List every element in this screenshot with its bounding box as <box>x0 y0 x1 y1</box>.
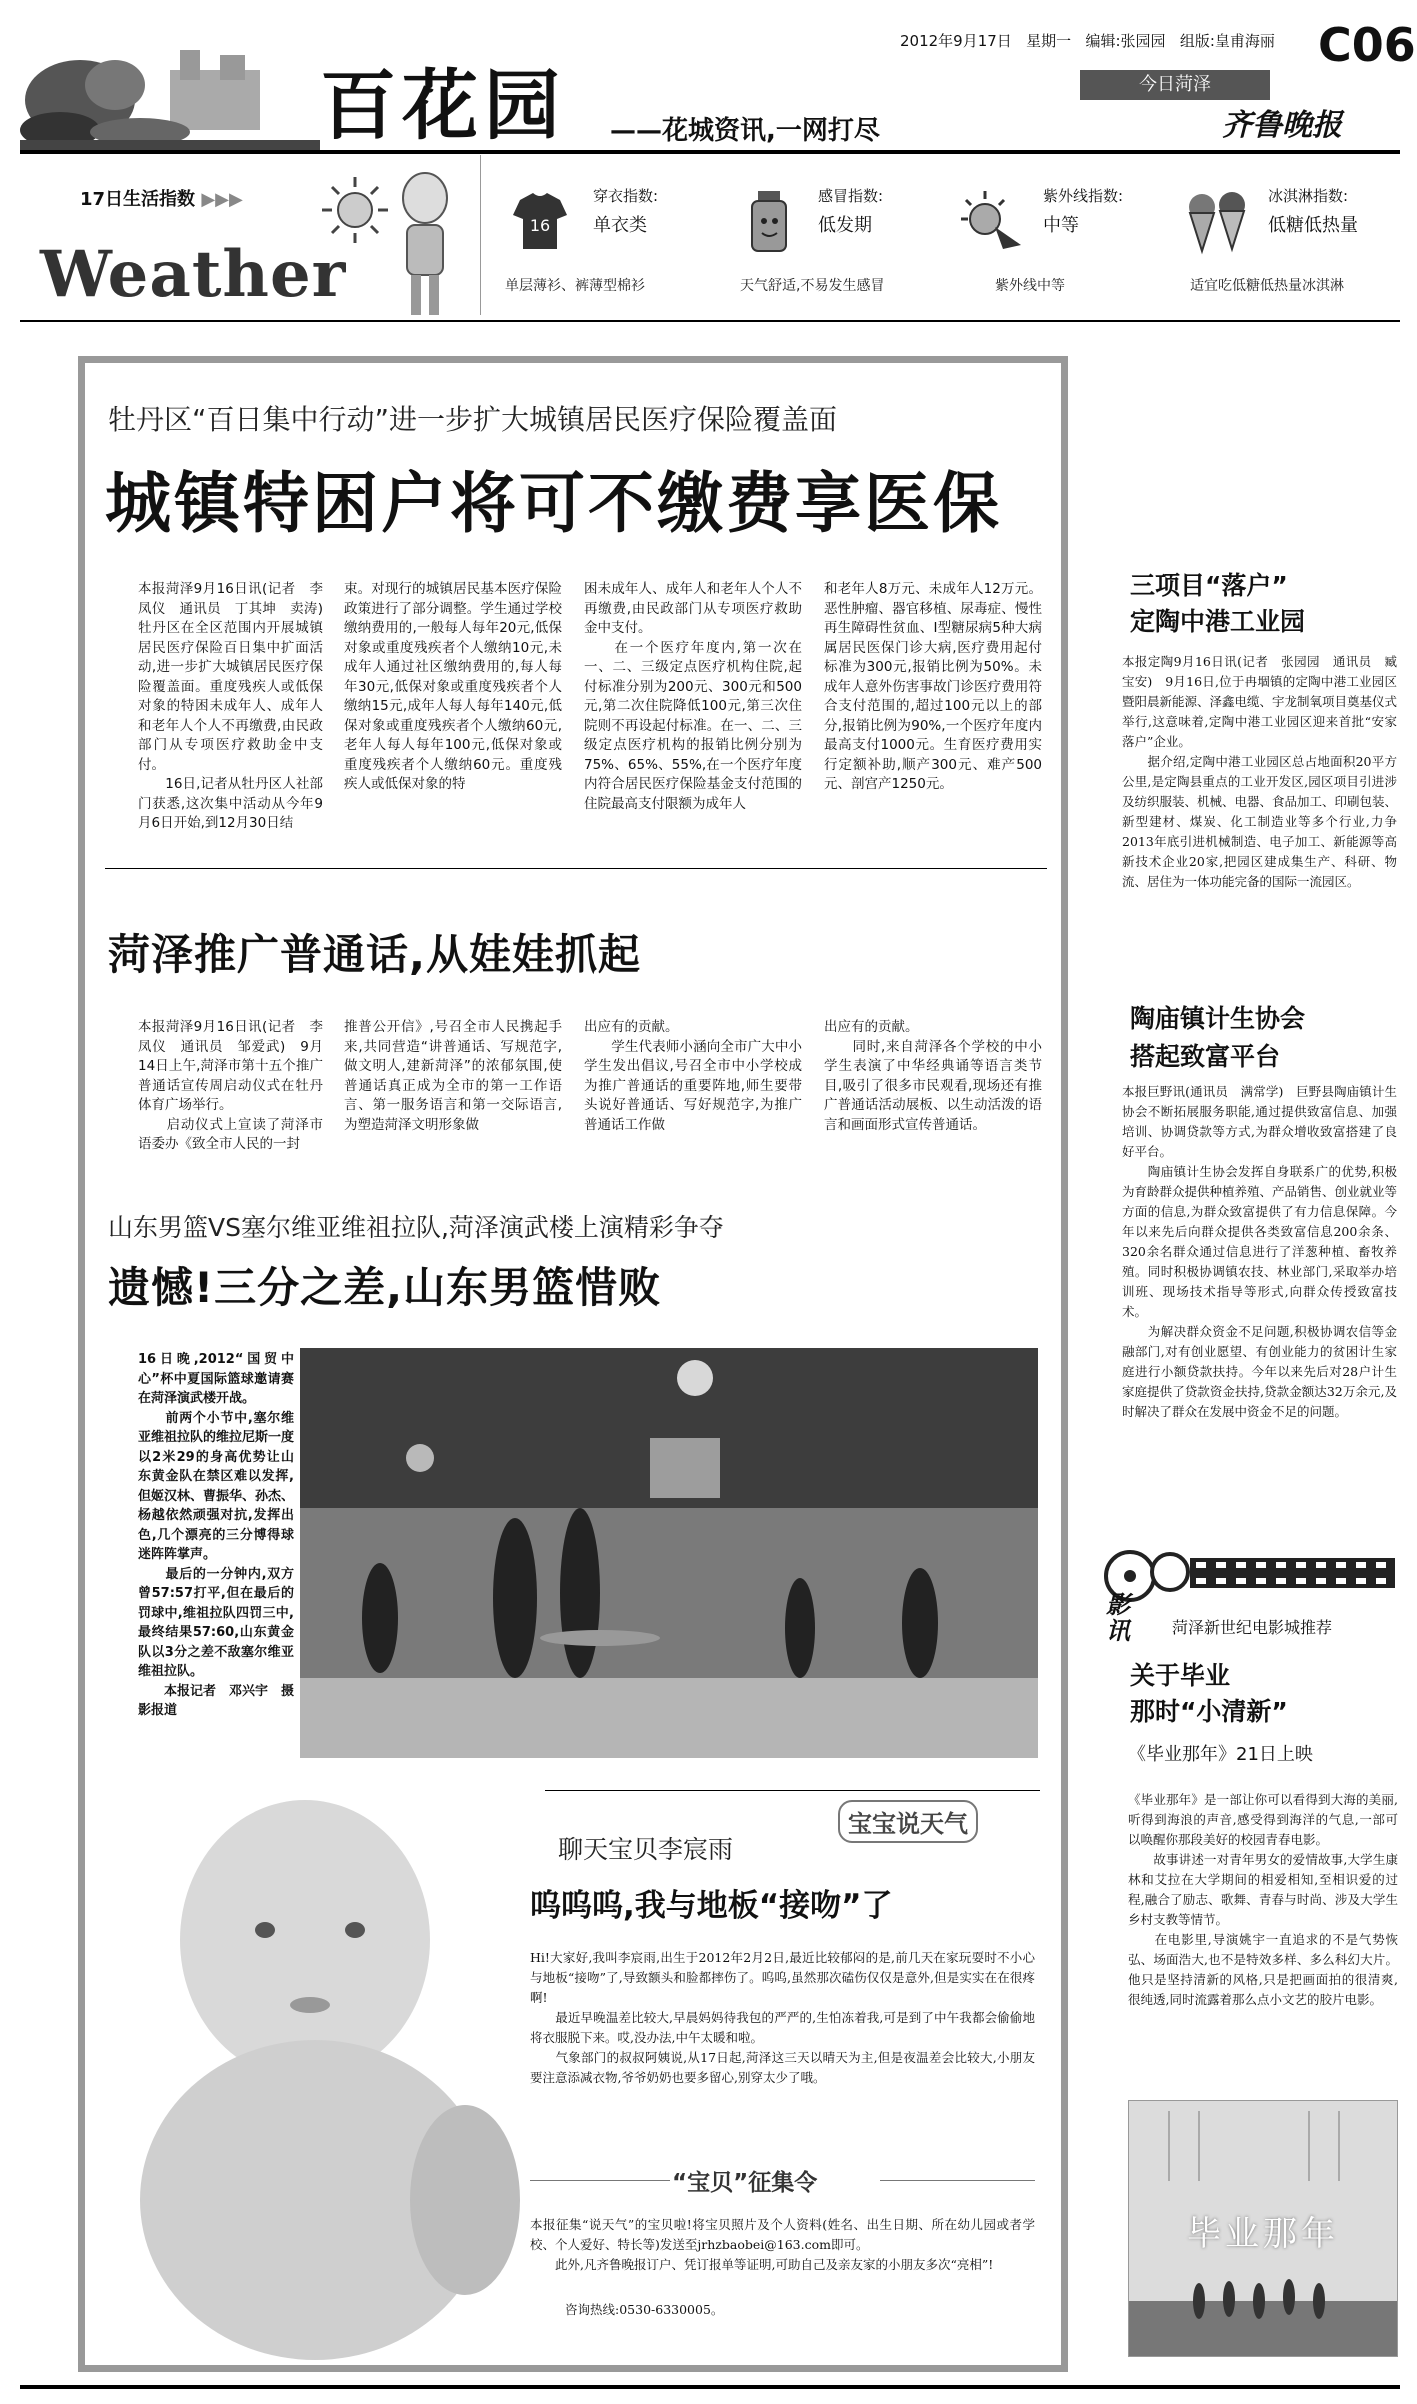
article1-col2: 束。对现行的城镇居民基本医疗保险政策进行了部分调整。学生通过学校缴纳费用的,一般每人每年20元,低保对象或重度残疾者个人缴纳10元,未成年人通过社区缴纳费用的,每人每年30元,低保对象或重度残疾者个人缴纳15元,成年人每人每年140元,低保对象或重度残疾者个人缴纳60元,老年人每人每年100元,低保对象或重度残疾者个人缴纳60元。重度残疾人或低保对象的特 <box>344 581 562 792</box>
baby-body: Hi!大家好,我叫李宸雨,出生于2012年2月2日,最近比较郁闷的是,前几天在家玩耍时不小心与地板“接吻”了,导致额头和脸都摔伤了。呜呜,虽然那次磕伤仅仅是意外,但是实实在在很疼啊! 最近早晚温差比较大,早晨妈妈待我包的严严的,生怕冻着我,可是到了中午我都会偷偷地将衣服脱下来。哎,没办法,中午太暖和啦。 气象部门的叔叔阿姨说,从17日起,菏泽这三天以晴天为主,但是夜温差会比较大,小朋友要注意添减衣物,爷爷奶奶也要多留心,别穿太少了哦。 <box>530 1950 1035 2085</box>
header <box>0 0 1417 160</box>
call-body: 本报征集“说天气”的宝贝啦!将宝贝照片及个人资料(姓名、出生日期、所在幼儿园或者学校、个人爱好、特长等)发送至jrhzbaobei@163.com即可。 此外,凡齐鲁晚报订户、凭订报单等证明,可助自己及亲友家的小朋友多次“亮相”! <box>530 2217 1035 2272</box>
article1-kicker: 牡丹区“百日集中行动”进一步扩大城镇居民医疗保险覆盖面 <box>108 403 838 436</box>
uv-index <box>955 185 1185 275</box>
movie-poster <box>1128 2100 1398 2357</box>
article1-rule <box>105 868 1047 869</box>
uv-note: 紫外线中等 <box>995 278 1065 294</box>
article2-col4: 出应有的贡献。 同时,来自菏泽各个学校的中小学生表演了中华经典诵等语言类节目,吸引了很多市民观看,现场还有推广普通话活动展板、以生动活泼的语言和画面形式宣传普通话。 <box>824 1019 1042 1133</box>
icecream-note: 适宜吃低糖低热量冰淇淋 <box>1190 278 1344 294</box>
layout-credit: 组版:皇甫海丽 <box>1179 32 1275 50</box>
issue-weekday: 星期一 <box>1026 32 1072 50</box>
article2-col2: 推普公开信》,号召全市人民携起手来,共同营造“讲普通话、写规范字,做文明人,建新菏泽”的浓郁氛围,使普通话真正成为全市的第一工作语言、第一服务语言和第一交际语言,为塑造菏泽文明形象做 <box>344 1019 562 1133</box>
uv-value: 中等 <box>1043 215 1079 236</box>
side3-body: 《毕业那年》是一部让你可以看得到大海的美丽,听得到海浪的声音,感受得到海洋的气息,一部可以唤醒你那段美好的校园青春电影。 故事讲述一对青年男女的爱情故事,大学生康林和艾拉在大学期间的相爱相知,至相识爱的过程,融合了励志、歌舞、青春与时尚、涉及大学生乡村支教等情节。 在电影里,导演姚宇一直追求的不是气势恢弘、场面浩大,也不是特效多样、多么科幻大片。他只是坚持清新的风格,只是把画面拍的很清爽,很纯透,同时流露着那么点小文艺的胶片电影。 <box>1128 1792 1398 2007</box>
cold-label: 感冒指数: <box>818 187 884 205</box>
weather-logo: Weather <box>40 237 347 312</box>
cinema-recommend: 菏泽新世纪电影城推荐 <box>1172 1618 1333 1637</box>
uv-label: 紫外线指数: <box>1043 187 1124 205</box>
article2-col3: 出应有的贡献。 学生代表师小涵向全市广大中小学生发出倡议,号召全市中小学校成为推广普通话的重要阵地,师生要带头说好普通话、写好规范字,为推广普通话工作做 <box>584 1019 802 1133</box>
article3-body: 16日晚,2012“国贸中心”杯中夏国际篮球邀请赛在菏泽演武楼开战。 前两个小节中,塞尔维亚维祖拉队的维拉尼斯一度以2米29的身高优势让山东黄金队在禁区难以发挥,但姬汉林、曹振华、孙杰、杨越依然顽强对抗,发挥出色,几个漂亮的三分博得球迷阵阵掌声。 最后的一分钟内,双方曾57:57打平,但在最后的罚球中,维祖拉队四罚三中,最终结果57:60,山东黄金队以3分之差不敌塞尔维亚维祖拉队。 本报记者 邓兴宇 摄影报道 <box>138 1352 295 1718</box>
call-title: “宝贝”征集令 <box>672 2170 818 2196</box>
shirt-icon <box>505 185 575 259</box>
baby-rule <box>535 1790 1040 1791</box>
section-tab: 今日菏泽 <box>1080 70 1270 100</box>
film-news-logo: 影讯 <box>1106 1590 1130 1645</box>
shirt-number: 16 <box>529 216 551 235</box>
column-tagline: ——花城资讯,一网打尽 <box>610 116 880 146</box>
date-line <box>900 30 1275 51</box>
icecream-label: 冰淇淋指数: <box>1268 187 1349 205</box>
page-number: C06 <box>1318 18 1416 72</box>
weather-section <box>0 155 1417 325</box>
cold-index <box>730 185 960 275</box>
article1-headline: 城镇特困户将可不缴费享医保 <box>105 465 1002 542</box>
film-reel-icon <box>1100 1548 1400 1622</box>
article1-col3: 困未成年人、成年人和老年人个人不再缴费,由民政部门从专项医疗救助金中支付。 在一个医疗年度内,第一次在一、二、三级定点医疗机构住院,起付标准分别为200元、300元和500元,第二次住院降低100元,第三次住院则不再设起付标准。在一、二、三级定点医疗机构的报销比例分别为75%、65%、55%,在一个医疗年度内符合居民医疗保险基金支付范围的住院最高支付限额为成年人 <box>584 581 802 812</box>
side2-body: 本报巨野讯(通讯员 满常学) 巨野县陶庙镇计生协会不断拓展服务职能,通过提供致富信息、加强培训、协调贷款等方式,为群众增收致富搭建了良好平台。 陶庙镇计生协会发挥自身联系广的优势,积极为育龄群众提供种植养殖、产品销售、创业就业等方面的信息,为群众致富提供了有力信息保障。今年以来先后向群众提供各类致富信息200余条、320余名群众通过信息进行了洋葱种植、畜牧养殖。同时积极协调镇农技、林业部门,采取举办培训班、现场技术指导等形式,向群众传授致富技术。 为解决群众资金不足问题,积极协调农信等金融部门,对有创业愿望、有创业能力的贫困计生家庭进行小额贷款扶持。今年以来先后对28户计生家庭提供了贷款资金扶持,贷款金额达32万余元,及时解决了群众在发展中资金不足的问题。 <box>1122 1084 1398 1419</box>
icecream-value: 低糖低热量 <box>1268 215 1358 236</box>
cold-note: 天气舒适,不易发生感冒 <box>740 278 885 294</box>
call-rule-right <box>880 2180 1035 2181</box>
clothing-note: 单层薄衫、裤薄型棉衫 <box>505 278 645 294</box>
clothing-value: 单衣类 <box>593 215 647 236</box>
clothing-label: 穿衣指数: <box>593 187 659 205</box>
poster-title: 毕业那年 <box>1187 2214 1339 2254</box>
header-rule <box>20 150 1400 154</box>
newspaper-name: 齐鲁晚报 <box>1222 108 1342 143</box>
baby-headline: 呜呜呜,我与地板“接吻”了 <box>530 1888 893 1924</box>
uv-sun-icon <box>955 185 1025 259</box>
call-hotline: 咨询热线:0530-6330005。 <box>565 2302 724 2317</box>
article1-col4: 和老年人8万元、未成年人12万元。恶性肿瘤、器官移植、尿毒症、慢性再生障碍性贫血、Ⅰ型糖尿病5种大病属居民医保门诊大病,医疗费用起付标准为300元,报销比例为50%。未成年人意外伤害事故门诊医疗费用符合支付范围的,超过100元以上的部分,报销比例为90%,一个医疗年度内最高支付1000元。生育医疗费用实行定额补助,顺产300元、难产500元、剖宫产1250元。 <box>824 581 1042 792</box>
article3-kicker: 山东男篮VS塞尔维亚维祖拉队,菏泽演武楼上演精彩争夺 <box>108 1213 724 1242</box>
side2-headline: 陶庙镇计生协会 搭起致富平台 <box>1130 1004 1306 1071</box>
baby-weather-logo: 宝宝说天气 <box>838 1800 978 1843</box>
article2-headline: 菏泽推广普通话,从娃娃抓起 <box>108 930 641 979</box>
article2-col1: 本报菏泽9月16日讯(记者 李凤仪 通讯员 邹爱武) 9月14日上午,菏泽市第十五个推广普通话宣传周启动仪式在牡丹体育广场举行。 启动仪式上宣读了菏泽市语委办《致全市人民的一封 <box>138 1019 323 1152</box>
call-rule-left <box>530 2180 670 2181</box>
ice-cream-icon <box>1180 185 1260 259</box>
header-decoration <box>20 40 320 150</box>
article1-col1: 本报菏泽9月16日讯(记者 李凤仪 通讯员 丁其坤 卖涛) 牡丹区在全区范围内开展城镇居民医疗保险百日集中扩面活动,进一步扩大城镇居民医疗保险覆盖面。重度残疾人或低保对象的特困未成年人、成年人和老年人个人不再缴费,由民政部门从专项医疗救助金中支付。 16日,记者从牡丹区人社部门获悉,这次集中活动从今年9月6日开始,到12月30日结 <box>138 581 323 831</box>
article3-headline: 遗憾!三分之差,山东男篮惜败 <box>108 1263 662 1312</box>
mascot-figure <box>385 170 465 324</box>
side1-headline: 三项目“落户” 定陶中港工业园 <box>1130 571 1306 636</box>
weather-rule <box>20 320 1400 322</box>
column-title: 百花园 <box>320 61 566 150</box>
baby-kicker: 聊天宝贝李宸雨 <box>558 1835 734 1864</box>
side1-body: 本报定陶9月16日讯(记者 张园园 通讯员 臧宝安) 9月16日,位于冉堌镇的定陶中港工业园区暨阳晨新能源、泽鑫电缆、宇龙制氧项目奠基仪式举行,这意味着,定陶中港工业园区迎来首批“安家落户”企业。 据介绍,定陶中港工业园区总占地面积20平方公里,是定陶县重点的工业开发区,园区项目引进涉及纺织服装、机械、电器、食品加工、印刷包装、新型建材、煤炭、化工制造业等多个行业,力争2013年底引进机械制造、电子加工、新能源等高新技术企业20家,把园区建成集生产、科研、物流、居住为一体功能完备的国际一流园区。 <box>1122 654 1398 889</box>
footer-rule <box>20 2385 1400 2389</box>
side3-subtitle: 《毕业那年》21日上映 <box>1128 1744 1313 1765</box>
cold-value: 低发期 <box>818 215 872 236</box>
weather-day-label: 17日生活指数 ▶▶▶ <box>80 189 243 210</box>
editor-credit: 编辑:张园园 <box>1085 32 1166 50</box>
icecream-index <box>1180 185 1410 275</box>
basketball-photo <box>300 1348 1038 1758</box>
weather-divider <box>480 155 481 315</box>
baby-photo <box>85 1790 545 2365</box>
side3-headline: 关于毕业 那时“小清新” <box>1130 1661 1288 1726</box>
medicine-bottle-icon <box>740 185 800 259</box>
clothing-index <box>505 185 735 275</box>
issue-date: 2012年9月17日 <box>900 32 1012 50</box>
